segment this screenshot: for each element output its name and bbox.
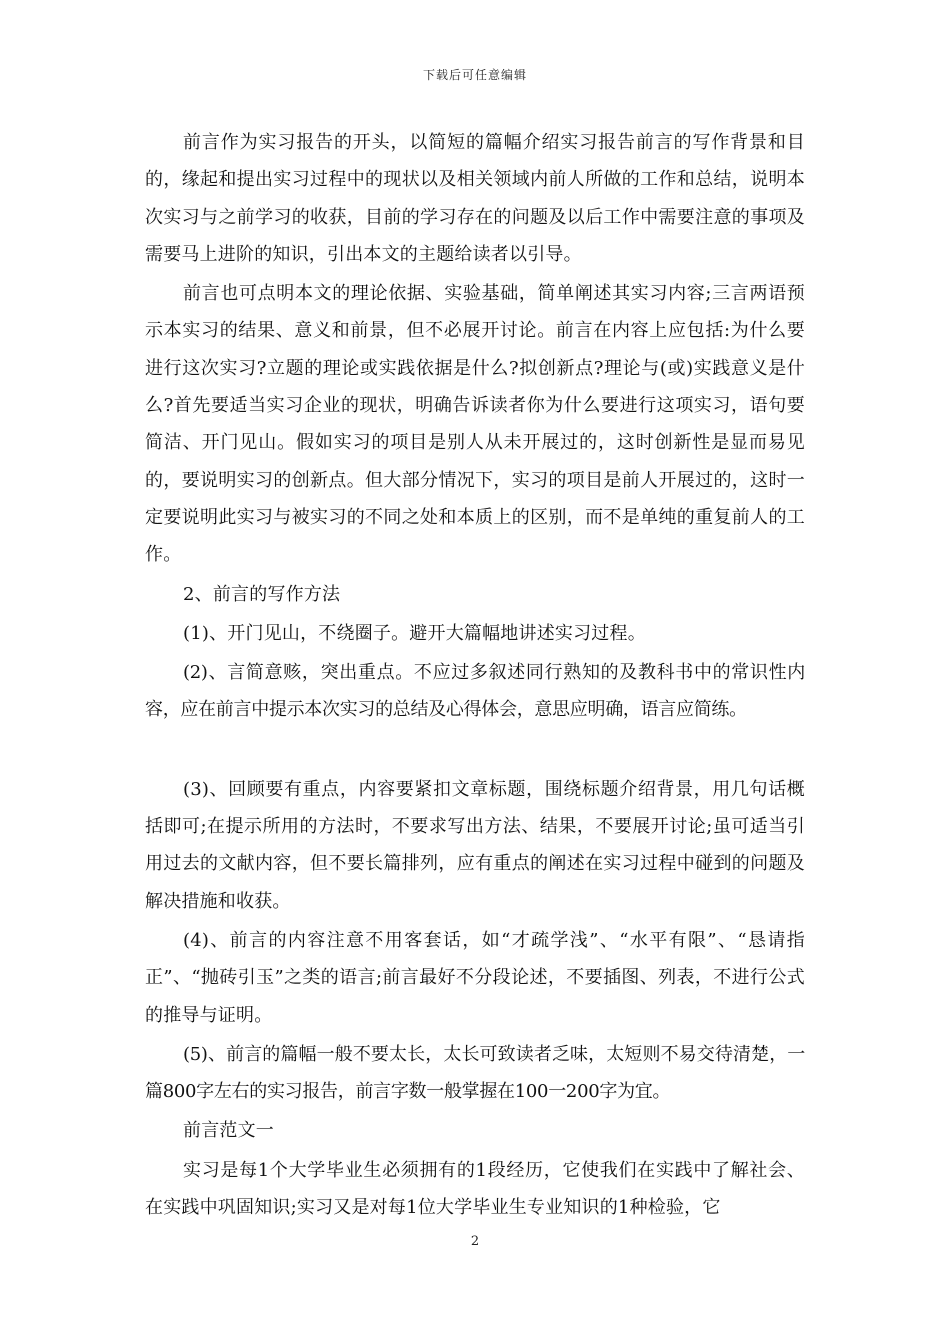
- paragraph-intro-content: 前言也可点明本文的理论依据、实验基础，简单阐述其实习内容;三言两语预示本实习的结果、意义和前景，但不必展开讨论。前言在内容上应包括:为什么要进行这次实习?立题的理论或实践依据是什么?拟创新点?理论与(或)实践意义是什么?首先要适当实习企业的现状，明确告诉读者你为什么要进行这项实习，语句要简洁、开门见山。假如实习的项目是别人从未开展过的，这时创新性是显而易见的，要说明实习的创新点。但大部分情况下，实习的项目是前人开展过的，这时一定要说明此实习与被实习的不同之处和本质上的区别，而不是单纯的重复前人的工作。: [145, 283, 805, 566]
- paragraph-sample-text: 实习是每1个大学毕业生必须拥有的1段经历，它使我们在实践中了解社会、在实践中巩固知识;实习又是对每1位大学毕业生专业知识的1种检验，它: [145, 1159, 805, 1219]
- page-number: 2: [470, 1234, 480, 1249]
- paragraph-gap: [145, 731, 805, 771]
- page-header: 下载后可任意编辑: [422, 68, 527, 82]
- document-body: [145, 124, 805, 1228]
- list-item-method-2: (2)、言简意赅，突出重点。不应过多叙述同行熟知的及教科书中的常识性内容，应在前言中提示本次实习的总结及心得体会，意思应明确，语言应简练。: [145, 662, 805, 721]
- section-heading-sample: 前言范文一: [183, 1120, 274, 1142]
- list-item-method-3: (3)、回顾要有重点，内容要紧扣文章标题，围绕标题介绍背景，用几句话概括即可;在提示所用的方法时，不要求写出方法、结果，不要展开讨论;虽可适当引用过去的文献内容，但不要长篇排列，应有重点的阐述在实习过程中碰到的问题及解决措施和收获。: [145, 778, 805, 912]
- paragraph-intro-purpose: 前言作为实习报告的开头，以简短的篇幅介绍实习报告前言的写作背景和目的，缘起和提出实习过程中的现状以及相关领域内前人所做的工作和总结，说明本次实习与之前学习的收获，目前的学习存在的问题及以后工作中需要注意的事项及需要马上进阶的知识，引出本文的主题给读者以引导。: [145, 132, 805, 265]
- list-item-method-4: (4)、前言的内容注意不用客套话，如“才疏学浅”、“水平有限”、“恳请指正”、“抛砖引玉”之类的语言;前言最好不分段论述，不要插图、列表，不进行公式的推导与证明。: [145, 929, 805, 1026]
- list-item-method-1: (1)、开门见山，不绕圈子。避开大篇幅地讲述实习过程。: [183, 622, 646, 644]
- list-item-method-5: (5)、前言的篇幅一般不要太长，太长可致读者乏味，太短则不易交待清楚，一篇800字左右的实习报告，前言字数一般掌握在100一200字为宜。: [145, 1043, 805, 1103]
- section-heading-writing-method: 2、前言的写作方法: [183, 583, 341, 605]
